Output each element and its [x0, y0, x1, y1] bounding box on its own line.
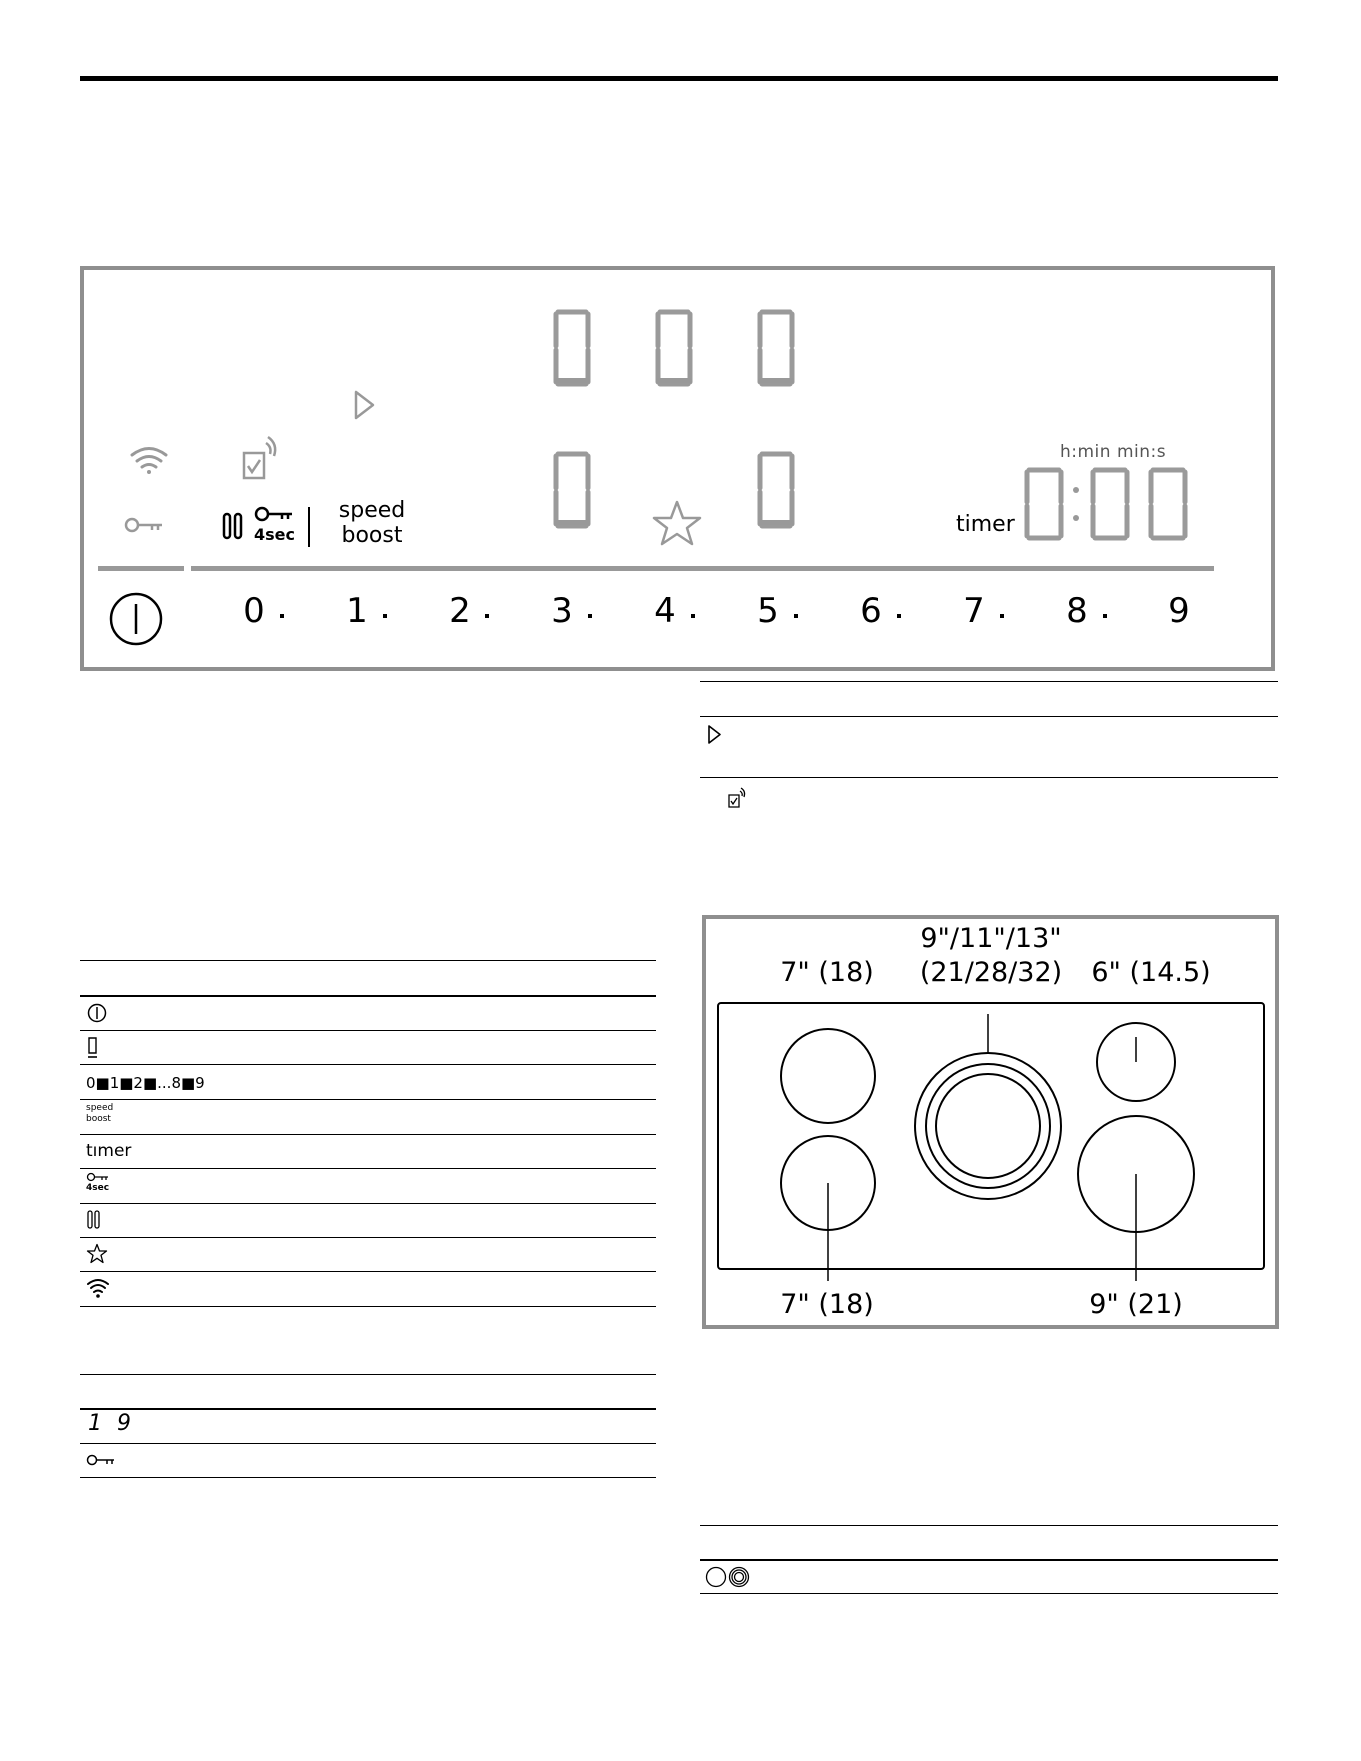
slider-divider	[191, 566, 1214, 571]
speed-boost-icon	[86, 1103, 113, 1125]
lock-seconds-label: 4sec	[254, 525, 295, 544]
label-top-right: 6" (14.5)	[1091, 957, 1211, 988]
speed-label: speed	[338, 498, 406, 523]
table-rule	[700, 716, 1278, 717]
table-rule	[80, 1203, 656, 1204]
zone-display-back-right	[760, 312, 792, 384]
table-rule	[80, 1134, 656, 1135]
power-icon	[86, 1002, 108, 1024]
table-rule	[700, 777, 1278, 778]
power-level-6[interactable]: 6	[860, 591, 882, 631]
zone-display-underline	[554, 520, 590, 525]
power-level-scale: 0■1■2■...8■9	[86, 1074, 205, 1092]
zone-display-back-left	[556, 312, 588, 384]
boost-small-label: boost	[86, 1114, 111, 1124]
top-rule	[80, 76, 1278, 81]
zone-display-underline	[656, 378, 692, 383]
cooktop-diagram	[702, 915, 1279, 1329]
pause-icon	[86, 1209, 102, 1231]
power-level-8[interactable]: 8	[1066, 591, 1088, 631]
pause-icon[interactable]	[224, 514, 241, 538]
label-bottom-right: 9" (21)	[1089, 1289, 1183, 1320]
power-level-0[interactable]: 0	[243, 591, 265, 631]
symbol-table	[80, 960, 656, 1310]
table-rule	[700, 1593, 1278, 1594]
table-rule	[80, 995, 656, 997]
key-4sec-icon[interactable]	[256, 508, 292, 520]
timer-text-icon: tımer	[86, 1141, 132, 1161]
boost-label: boost	[341, 523, 403, 548]
timer-colon	[1073, 515, 1079, 521]
key-icon[interactable]	[126, 519, 162, 531]
power-level-3[interactable]: 3	[551, 591, 573, 631]
right-symbol-table	[700, 681, 1278, 781]
burner-symbol-table	[700, 1525, 1278, 1595]
power-divider	[98, 566, 184, 571]
seven-segment-digit-icon	[86, 1036, 100, 1060]
power-level-5[interactable]: 5	[757, 591, 779, 631]
zone-display-underline	[554, 378, 590, 383]
table-rule	[80, 1306, 656, 1307]
power-level-7[interactable]: 7	[963, 591, 985, 631]
label-bottom-left: 7" (18)	[780, 1289, 874, 1320]
table-rule	[80, 1408, 656, 1410]
table-rule	[80, 1237, 656, 1238]
wifi-icon	[86, 1277, 110, 1299]
label-top-center-line2: (21/28/32)	[919, 957, 1063, 988]
timer-format-label: h:min min:s	[1060, 442, 1167, 462]
table-rule	[80, 1168, 656, 1169]
zone-display-front-left	[556, 454, 588, 526]
table-rule	[80, 1271, 656, 1272]
control-panel	[80, 266, 1275, 671]
timer-button[interactable]: timer	[956, 512, 1015, 537]
zone-display-underline	[758, 520, 794, 525]
speed-boost-button[interactable]	[332, 498, 412, 548]
table-rule	[700, 1559, 1278, 1561]
power-level-1[interactable]: 1	[346, 591, 368, 631]
wifi-icon[interactable]	[132, 449, 166, 475]
remote-start-icon[interactable]	[244, 437, 275, 478]
label-top-left: 7" (18)	[780, 957, 874, 988]
power-level-9[interactable]: 9	[1168, 591, 1190, 631]
table-rule	[700, 1525, 1278, 1526]
burner-center-triple	[915, 1053, 1061, 1199]
power-button[interactable]	[111, 594, 161, 644]
label-top-center-line1: 9"/11"/13"	[920, 923, 1062, 954]
burner-top-left	[781, 1029, 875, 1123]
play-triangle-icon	[706, 723, 722, 747]
play-triangle-icon[interactable]	[356, 392, 373, 418]
star-icon	[86, 1243, 108, 1265]
cooktop-surface	[718, 1003, 1264, 1269]
key-4sec-small-label: 4sec	[86, 1183, 110, 1193]
table-rule	[80, 1099, 656, 1100]
star-icon[interactable]	[654, 502, 700, 544]
timer-colon	[1073, 487, 1079, 493]
speed-small-label: speed	[86, 1103, 114, 1113]
key-4sec-icon	[86, 1172, 116, 1202]
table-rule	[700, 681, 1278, 682]
zone-display-front-right	[760, 454, 792, 526]
timer-digit-min-ones	[1151, 470, 1185, 538]
table-rule	[80, 1477, 656, 1478]
power-level-4[interactable]: 4	[654, 591, 676, 631]
table-rule	[80, 1064, 656, 1065]
zone-display-underline	[758, 378, 794, 383]
key-icon	[86, 1452, 116, 1468]
indicator-table	[80, 1374, 656, 1480]
timer-digit-min-tens	[1093, 470, 1127, 538]
remote-start-icon	[726, 787, 748, 809]
single-and-triple-ring-icon	[704, 1565, 754, 1589]
display-digits: 1 9	[88, 1411, 135, 1436]
timer-digit-hours	[1027, 470, 1061, 538]
table-rule	[80, 960, 656, 961]
power-level-2[interactable]: 2	[449, 591, 471, 631]
table-rule	[80, 1443, 656, 1444]
table-rule	[80, 1374, 656, 1375]
table-rule	[80, 1030, 656, 1031]
zone-display-back-center	[658, 312, 690, 384]
